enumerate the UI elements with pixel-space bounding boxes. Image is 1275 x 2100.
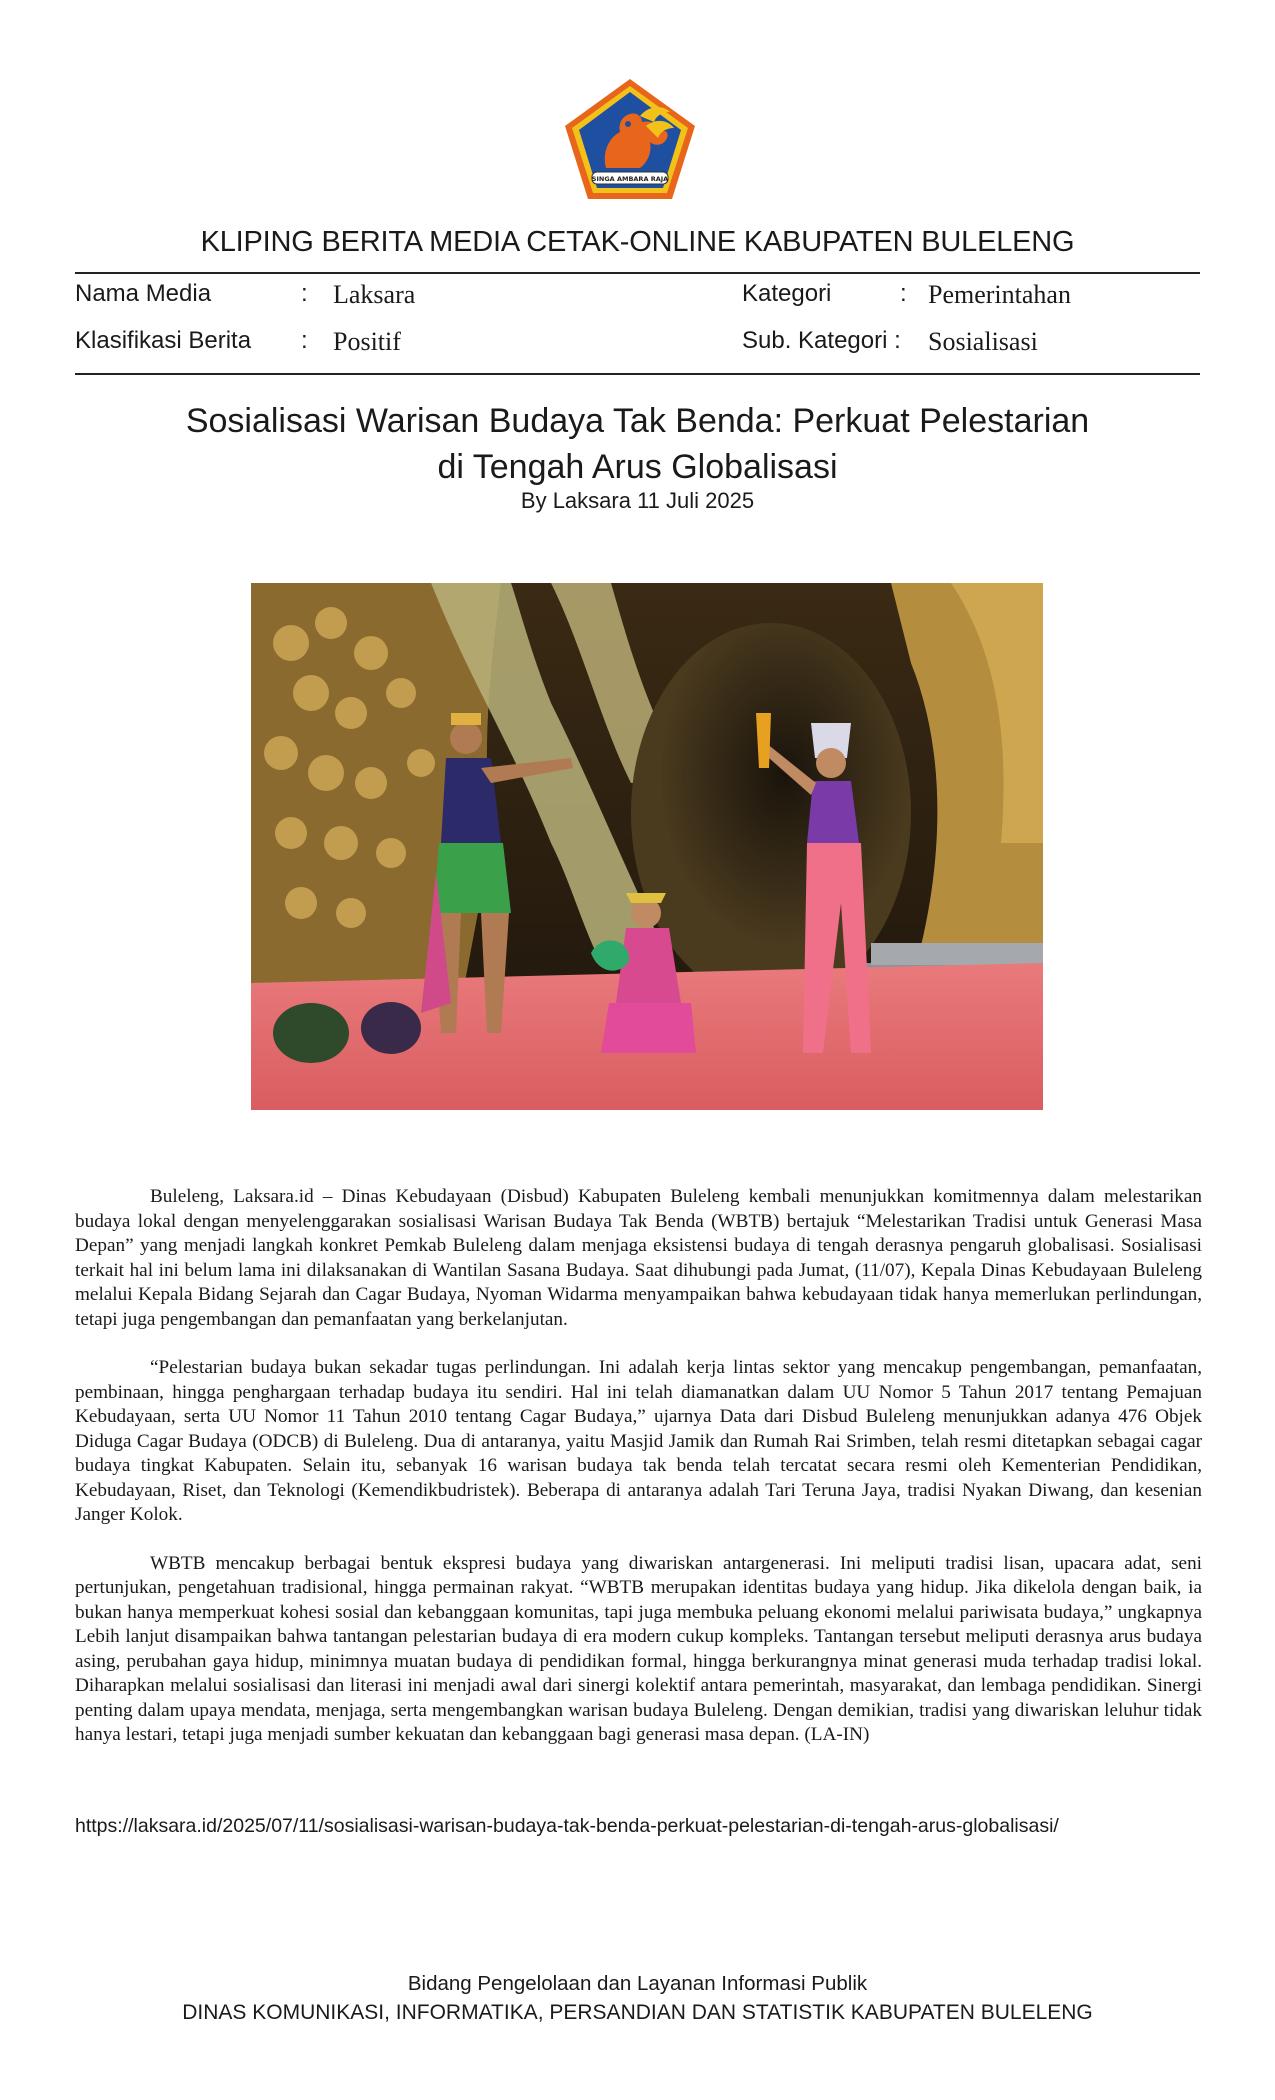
article-byline: By Laksara 11 Juli 2025	[520, 488, 755, 513]
kabupaten-buleleng-emblem	[562, 76, 698, 202]
nama-media-label: Nama Media	[75, 280, 212, 307]
klasifikasi-colon: :	[301, 327, 308, 354]
kategori-value: Pemerintahan	[928, 280, 1071, 309]
logo-motto: SINGA AMBARA RAJA	[591, 175, 669, 183]
meta-row-1	[0, 280, 1275, 320]
article-photo-dance-performance	[251, 583, 1043, 1110]
clipping-header-title: KLIPING BERITA MEDIA CETAK-ONLINE KABUPATEN BULELENG	[200, 226, 1075, 258]
header-top-rule	[75, 272, 1200, 274]
footer-agency: DINAS KOMUNIKASI, INFORMATIKA, PERSANDIAN DAN STATISTIK KABUPATEN BULELENG	[182, 2001, 1093, 2024]
kategori-colon: :	[900, 280, 907, 307]
nama-media-value: Laksara	[333, 280, 416, 309]
klasifikasi-value: Positif	[333, 327, 401, 356]
klasifikasi-label: Klasifikasi Berita	[75, 327, 252, 354]
nama-media-colon: :	[301, 280, 308, 307]
article-paragraph-3: WBTB mencakup berbagai bentuk ekspresi budaya yang diwariskan antargenerasi. Ini meliputi tradisi lisan, upacara adat, seni pertunjukan, pengetahuan tradisional, hingga permainan rakyat. “WBTB merupakan identitas budaya yang hidup. Jika dikelola dengan baik, ia bukan hanya memperkuat kohesi sosial dan kebanggaan komunitas, tapi juga membuka peluang ekonomi melalui pariwisata budaya,” ungkapnya Lebih lanjut disampaikan bahwa tantangan pelestarian budaya di era modern cukup kompleks. Tantangan tersebut meliputi derasnya arus budaya asing, perubahan gaya hidup, minimnya muatan budaya di pendidikan formal, hingga berkurangnya minat generasi muda terhadap tradisi lokal. Diharapkan melalui sosialisasi dan literasi ini menjadi awal dari sinergi kolektif antara pemerintah, masyarakat, dan lembaga pendidikan. Sinergi penting dalam upaya mendata, menjaga, serta mengembangkan warisan budaya Buleleng. Dengan demikian, tradisi yang diwariskan leluhur tidak hanya lestari, tetapi juga menjadi sumber kekuatan dan kebanggaan bagi generasi masa depan. (LA-IN)	[75, 1552, 1202, 1745]
article-title-line-1: Sosialisasi Warisan Budaya Tak Benda: Perkuat Pelestarian	[185, 402, 1090, 440]
sub-kategori-label: Sub. Kategori :	[742, 327, 901, 354]
header-bottom-rule	[75, 373, 1200, 375]
meta-row-2	[0, 327, 1275, 367]
kategori-label: Kategori	[742, 280, 832, 307]
article-paragraph-1: Buleleng, Laksara.id – Dinas Kebudayaan (Disbud) Kabupaten Buleleng kembali menunjukkan komitmennya dalam melestarikan budaya lokal dengan menyelenggarakan sosialisasi Warisan Budaya Tak Benda (WBTB) bertajuk “Melestarikan Tradisi untuk Generasi Masa Depan” yang menjadi langkah konkret Pemkab Buleleng dalam menjaga eksistensi budaya di tengah derasnya pengaruh globalisasi. Sosialisasi terkait hal ini belum lama ini dilaksanakan di Wantilan Sasana Budaya. Saat dihubungi pada Jumat, (11/07), Kepala Dinas Kebudayaan Buleleng melalui Kepala Bidang Sejarah dan Cagar Budaya, Nyoman Widarma menyampaikan bahwa kebudayaan tidak hanya memerlukan perlindungan, tetapi juga pengembangan dan pemanfaatan yang berkelanjutan.	[75, 1186, 1202, 1330]
article-paragraph-2: “Pelestarian budaya bukan sekadar tugas perlindungan. Ini adalah kerja lintas sektor yang mencakup pengembangan, pemanfaatan, pembinaan, hingga penghargaan terhadap budaya itu sendiri. Hal ini telah diamanatkan dalam UU Nomor 5 Tahun 2017 tentang Pemajuan Kebudayaan, serta UU Nomor 11 Tahun 2010 tentang Cagar Budaya,” ujarnya Data dari Disbud Buleleng menunjukkan adanya 476 Objek Diduga Cagar Budaya (ODCB) di Buleleng. Dua di antaranya, yaitu Masjid Jamik dan Rumah Rai Srimben, telah resmi ditetapkan sebagai cagar budaya tingkat Kabupaten. Selain itu, sebanyak 16 warisan budaya tak benda telah tercatat secara resmi oleh Kementerian Pendidikan, Kebudayaan, Riset, dan Teknologi (Kemendikbudristek). Beberapa di antaranya adalah Tari Teruna Jaya, tradisi Nyakan Diwang, dan kesenian Janger Kolok.	[75, 1357, 1202, 1525]
article-title-line-2: di Tengah Arus Globalisasi	[437, 448, 838, 486]
sub-kategori-value: Sosialisasi	[928, 327, 1038, 356]
article-title	[0, 398, 1275, 490]
source-url-link[interactable]: https://laksara.id/2025/07/11/sosialisasi-warisan-budaya-tak-benda-perkuat-pelestarian-di-tengah-arus-globalisasi/	[75, 1815, 1059, 1837]
article-body	[75, 1185, 1202, 1772]
footer-division: Bidang Pengelolaan dan Layanan Informasi Publik	[407, 1972, 868, 1995]
